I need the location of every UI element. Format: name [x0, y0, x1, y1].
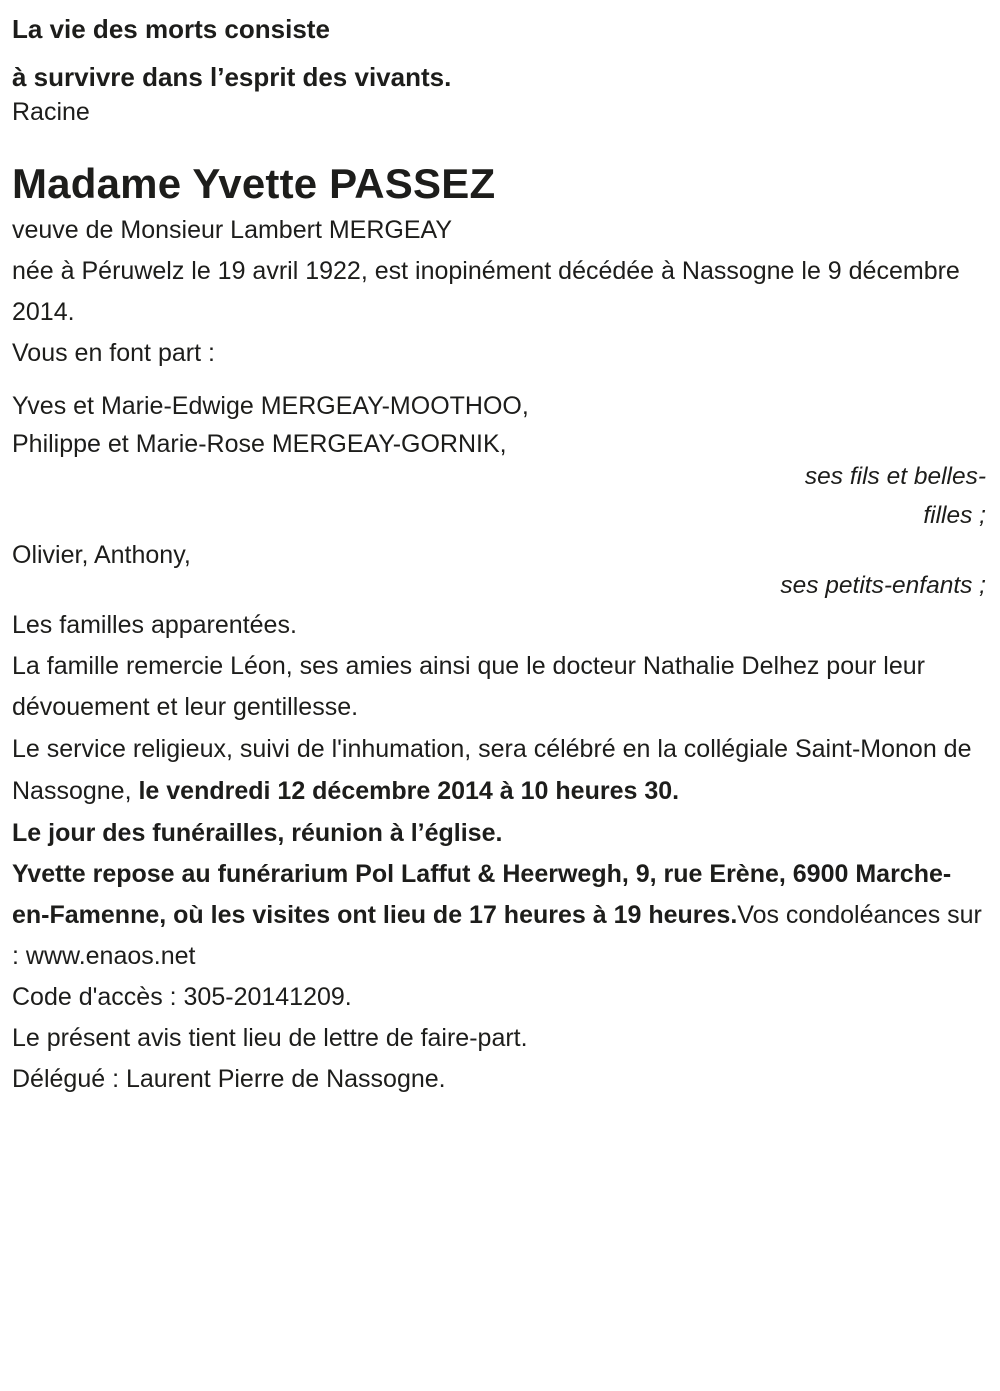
service-paragraph [12, 728, 986, 812]
epigraph-line-1: La vie des morts consiste [12, 14, 330, 44]
delegate-line: Délégué : Laurent Pierre de Nassogne. [12, 1065, 446, 1093]
service-datetime: le vendredi 12 décembre 2014 à 10 heures 30. [138, 777, 680, 805]
access-code: Code d'accès : 305-20141209. [12, 983, 352, 1011]
life-details: née à Péruwelz le 19 avril 1922, est inopinément décédée à Nassogne le 9 décembre 2014. [12, 257, 960, 326]
epigraph-attribution: Racine [12, 98, 90, 126]
children-line-2: Philippe et Marie-Rose MERGEAY-GORNIK, [12, 430, 507, 458]
grandchildren-role: ses petits-enfants ; [780, 572, 986, 599]
announcement-intro: Vous en font part : [12, 339, 215, 367]
service-text: Le service religieux, suivi de l'inhumation, sera célébré en la collégiale Saint-Monon de Nassogne, [12, 735, 972, 805]
condolences-text: Vos condoléances sur : [12, 901, 982, 970]
thanks-paragraph: La famille remercie Léon, ses amies ainsi que le docteur Nathalie Delhez pour leur dévouement et leur gentillesse. [12, 652, 925, 721]
condolences-url: www.enaos.net [25, 942, 196, 970]
repose-paragraph [12, 854, 986, 977]
deceased-name: Madame Yvette PASSEZ [12, 160, 496, 207]
children-names [12, 387, 986, 463]
children-line-1: Yves et Marie-Edwige MERGEAY-MOOTHOO, [12, 392, 529, 420]
repose-details: Yvette repose au funérarium Pol Laffut & Heerwegh, 9, rue Erène, 6900 Marche-en-Famenne, où les visites ont lieu de 17 heures à 19 heures. [12, 860, 952, 929]
children-role: ses fils et belles-filles ; [804, 463, 986, 529]
related-families: Les familles apparentées. [12, 611, 297, 639]
deceased-relation: veuve de Monsieur Lambert MERGEAY [12, 216, 453, 244]
grandchildren-names: Olivier, Anthony, [12, 541, 191, 569]
epigraph-line-2: à survivre dans l’esprit des vivants. [12, 62, 452, 92]
funeral-meeting-notice: Le jour des funérailles, réunion à l’église. [12, 819, 503, 847]
faire-part-notice: Le présent avis tient lieu de lettre de faire-part. [12, 1024, 528, 1052]
